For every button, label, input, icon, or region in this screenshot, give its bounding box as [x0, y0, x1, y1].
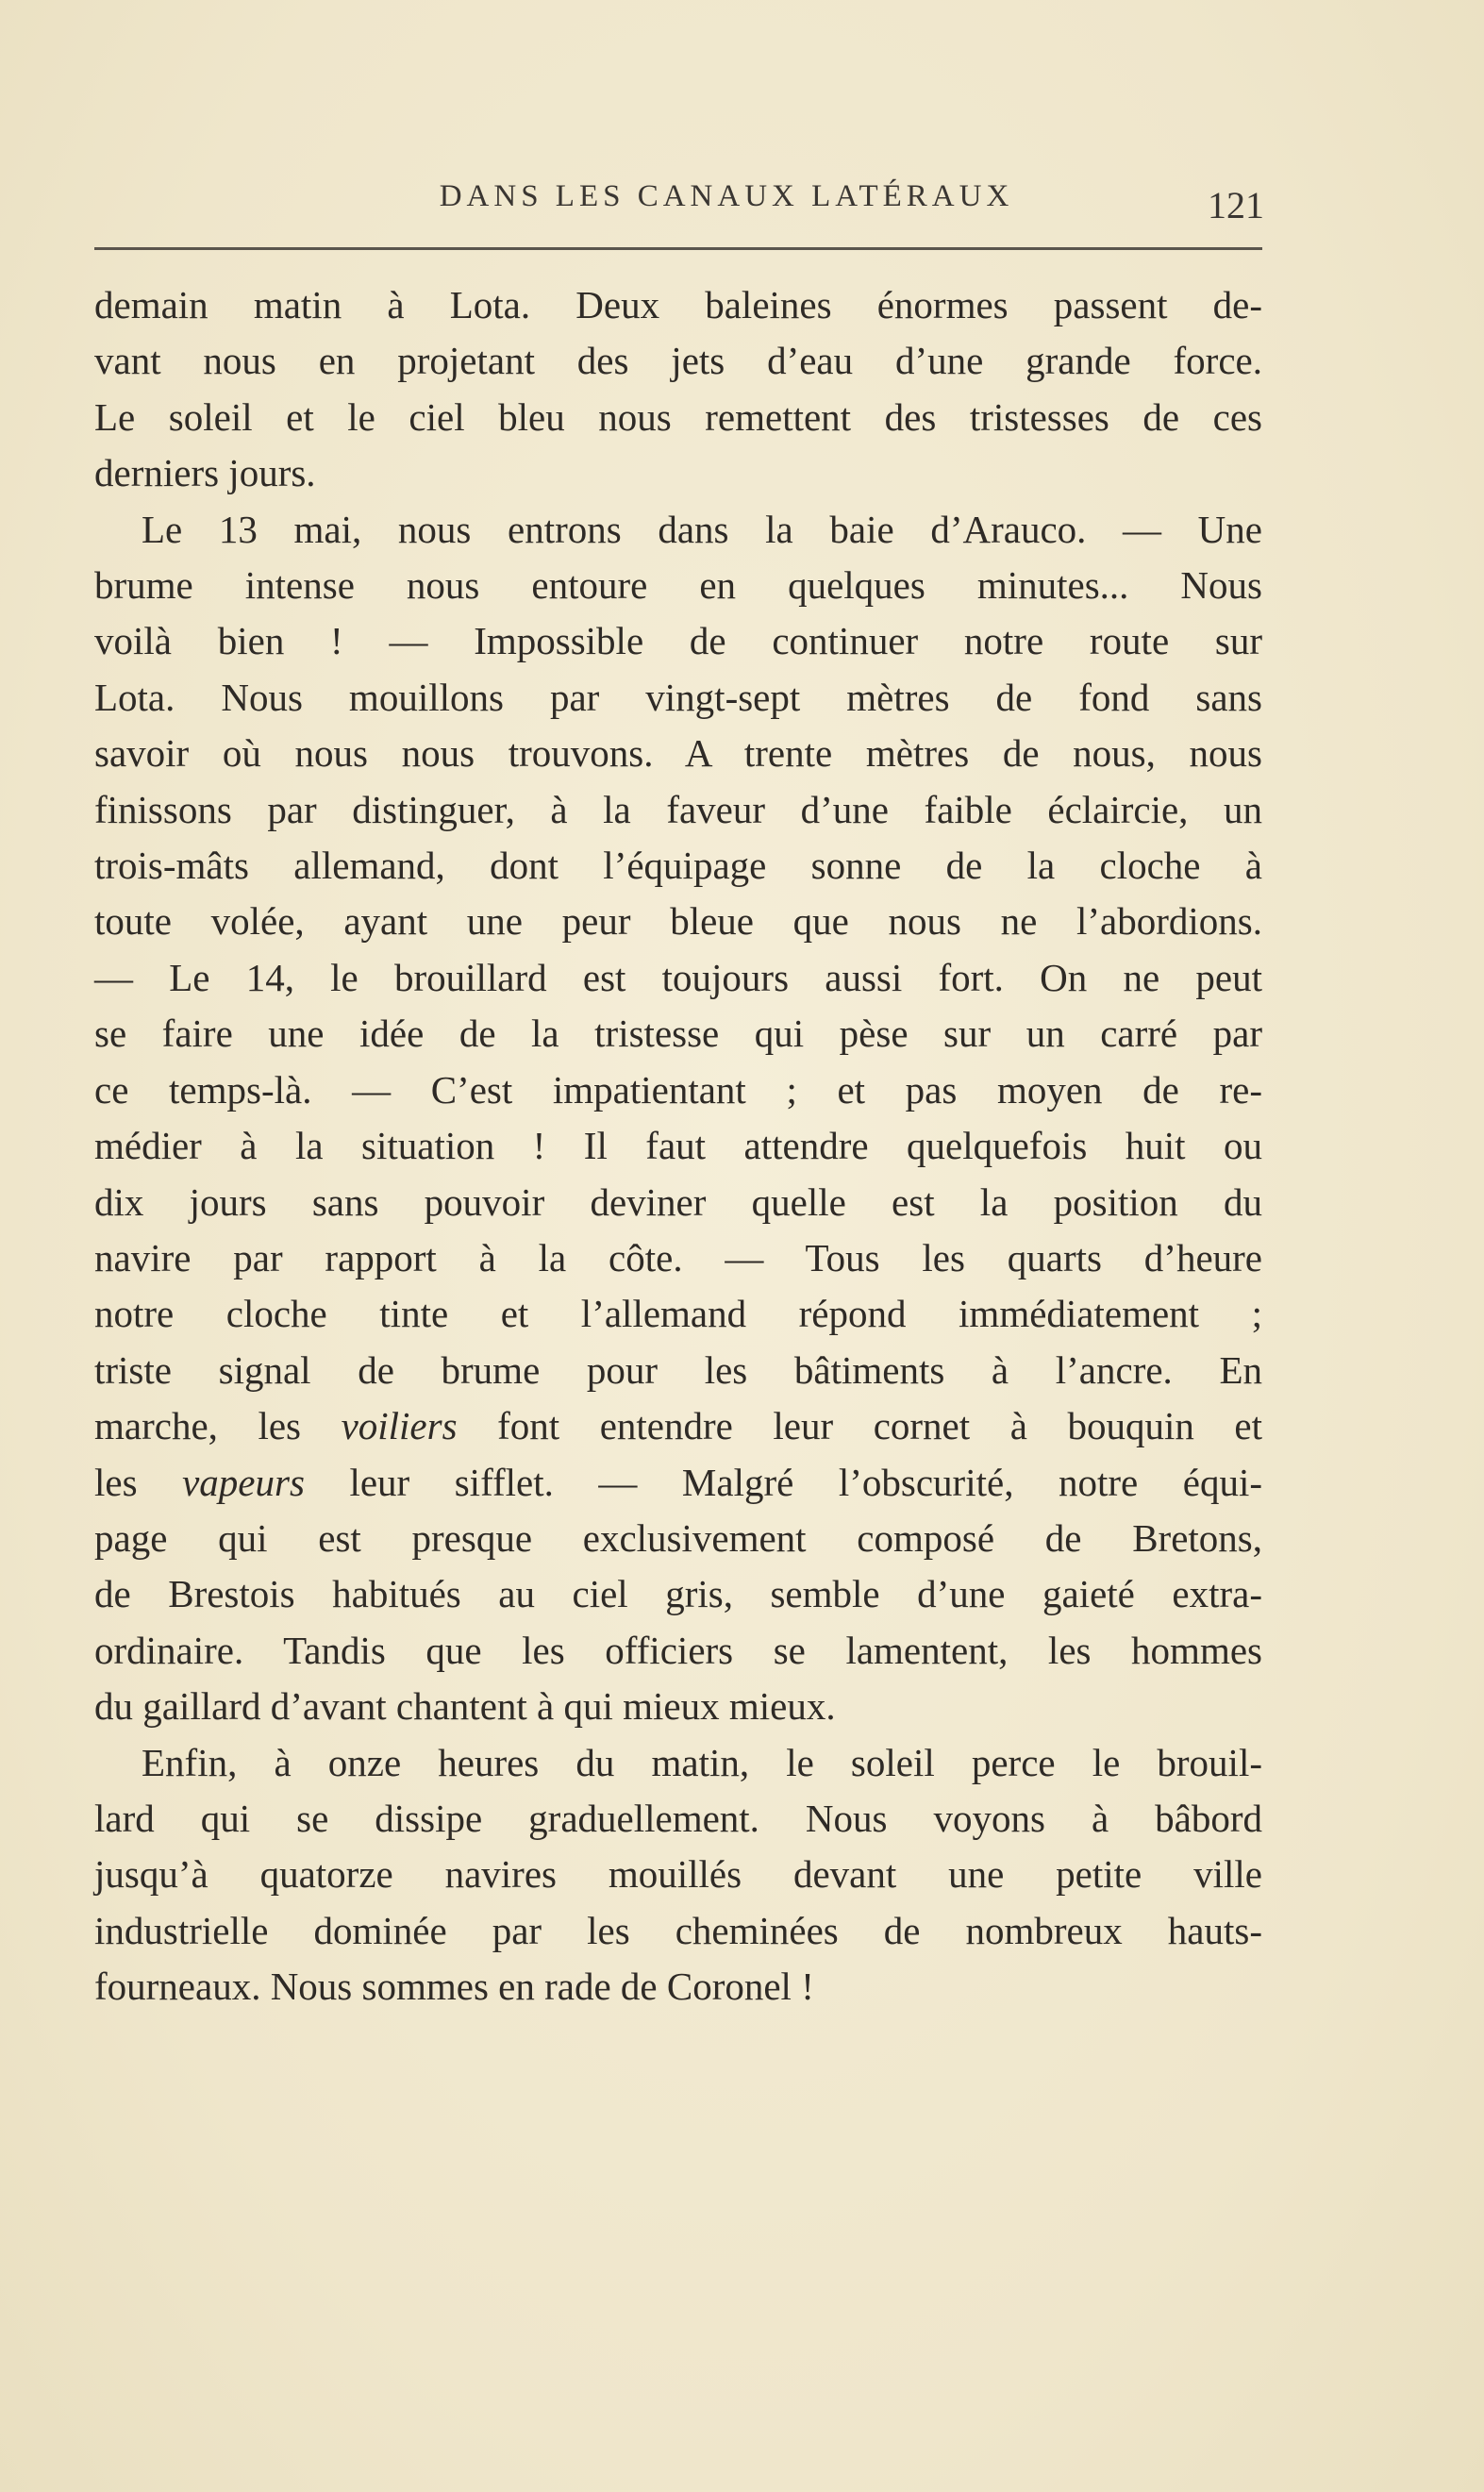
text-line: ce temps-là. — C’est impatientant ; et pas moyen de re- [94, 1067, 1262, 1112]
text-segment: marche, les [94, 1404, 342, 1448]
italic-word: vapeurs [182, 1460, 305, 1504]
text-line: industrielle dominée par les cheminées de nombreux hauts- [94, 1908, 1262, 1952]
text-line: Lota. Nous mouillons par vingt-sept mètres de fond sans [94, 675, 1262, 719]
text-line: Le 13 mai, nous entrons dans la baie d’Arauco. — Une [142, 507, 1262, 551]
header-rule [94, 247, 1262, 250]
running-head: DANS LES CANAUX LATÉRAUX [439, 179, 1014, 213]
paragraph-2 [94, 502, 1262, 1735]
text-segment: les [94, 1460, 183, 1504]
page-number: 121 [1208, 184, 1264, 226]
text-line: demain matin à Lota. Deux baleines énormes passent de- [94, 283, 1262, 326]
text-line: brume intense nous entoure en quelques minutes... Nous [94, 563, 1262, 608]
body-text [94, 277, 1262, 2015]
text-line: dix jours sans pouvoir deviner quelle est la position du [94, 1179, 1262, 1224]
text-line: jusqu’à quatorze navires mouillés devant une petite ville [94, 1852, 1262, 1897]
text-line: Enfin, à onze heures du matin, le soleil perce le brouil- [142, 1740, 1262, 1784]
text-line: trois-mâts allemand, dont l’équipage sonne de la cloche à [94, 844, 1262, 888]
text-line: se faire une idée de la tristesse qui pèse sur un carré par [94, 1012, 1262, 1056]
text-line: médier à la situation ! Il faut attendre quelquefois huit ou [94, 1124, 1262, 1168]
text-line: Le soleil et le ciel bleu nous remettent des tristesses de ces [94, 394, 1262, 439]
text-line: fourneaux. Nous sommes en rade de Coronel ! [94, 1965, 814, 2009]
text-line: toute volée, ayant une peur bleue que nous ne l’abordions. [94, 899, 1262, 944]
text-line [94, 1455, 1262, 1511]
text-line: du gaillard d’avant chantent à qui mieux mieux. [94, 1684, 836, 1729]
text-line: notre cloche tinte et l’allemand répond immédiatement ; [94, 1292, 1262, 1336]
page-header [94, 179, 1264, 236]
italic-word: voiliers [341, 1404, 458, 1448]
text-segment: leur sifflet. — Malgré l’obscurité, notre équi- [304, 1460, 1262, 1504]
paragraph-1 [94, 277, 1262, 502]
text-line: voilà bien ! — Impossible de continuer notre route sur [94, 619, 1262, 663]
paragraph-3 [94, 1735, 1262, 2015]
text-line: finissons par distinguer, à la faveur d’une faible éclaircie, un [94, 787, 1262, 831]
text-segment: font entendre leur cornet à bouquin et [457, 1404, 1263, 1448]
text-line [94, 1398, 1262, 1454]
text-line: vant nous en projetant des jets d’eau d’une grande force. [94, 339, 1262, 383]
text-line: derniers jours. [94, 451, 316, 495]
text-line: page qui est presque exclusivement composé de Bretons, [94, 1515, 1262, 1560]
text-line: triste signal de brume pour les bâtiments à l’ancre. En [94, 1347, 1262, 1392]
text-line: navire par rapport à la côte. — Tous les quarts d’heure [94, 1235, 1262, 1279]
text-line: lard qui se dissipe graduellement. Nous voyons à bâbord [94, 1796, 1262, 1840]
text-line: ordinaire. Tandis que les officiers se lamentent, les hommes [94, 1628, 1262, 1672]
text-line: de Brestois habitués au ciel gris, semble d’une gaieté extra- [94, 1572, 1262, 1616]
text-line: — Le 14, le brouillard est toujours aussi fort. On ne peut [94, 955, 1262, 999]
text-line: savoir où nous nous trouvons. A trente mètres de nous, nous [94, 731, 1262, 776]
